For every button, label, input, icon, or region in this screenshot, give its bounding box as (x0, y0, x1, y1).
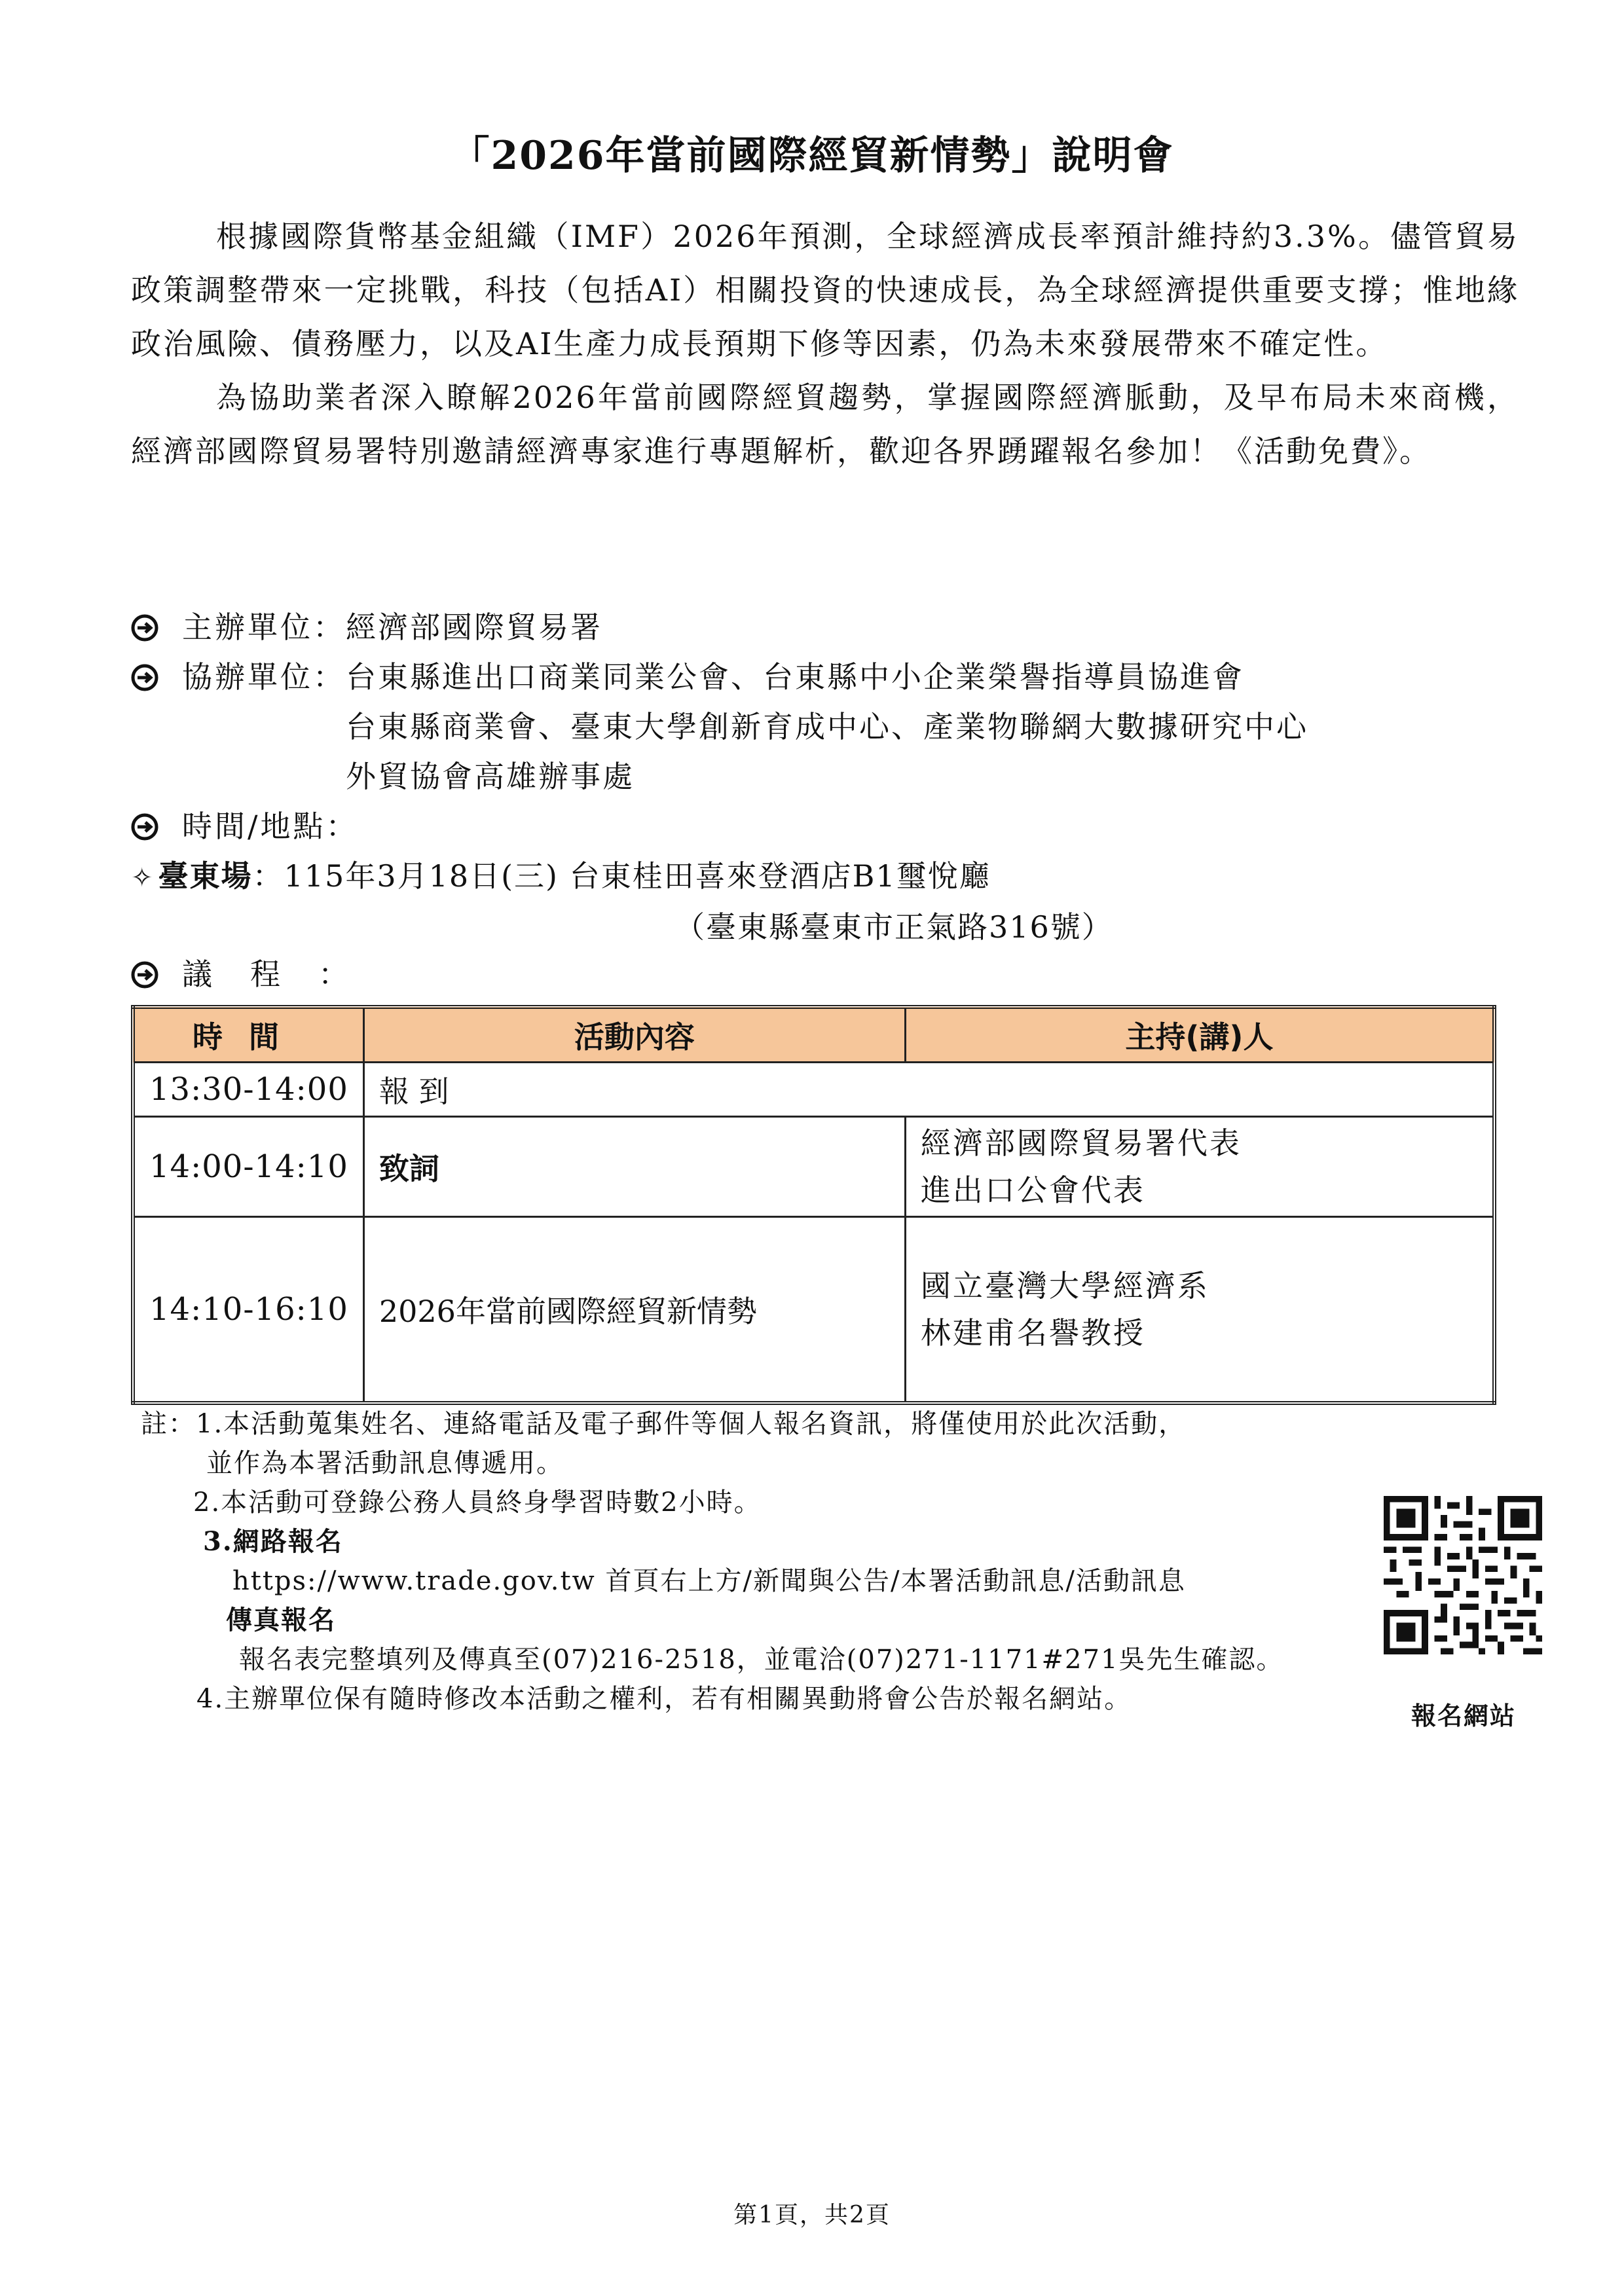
agenda-host-line: 經濟部國際貿易署代表 (920, 1125, 1242, 1161)
fax-signup-detail: 報名表完整填列及傳真至(07)216-2518，並電洽(07)271-1171#271吳先生確認。 (239, 1645, 1284, 1675)
page-number-footer: 第1頁，共2頁 (733, 2202, 891, 2229)
notes-prefix: 註： (141, 1409, 196, 1439)
time-place-row (131, 801, 1519, 851)
note-1 (141, 1404, 1385, 1444)
notes-section (141, 1404, 1385, 1719)
agenda-header-time: 時間 (133, 1007, 363, 1063)
co-organizer-line-3: 外貿協會高雄辦事處 (346, 759, 635, 794)
venue-detail: ：115年3月18日(三) 台東桂田喜來登酒店B1璽悅廳 (252, 858, 991, 894)
note-1-text: 1.本活動蒐集姓名、連絡電話及電子郵件等個人報名資訊，將僅使用於此次活動， (196, 1409, 1187, 1439)
co-organizer-list (346, 652, 1308, 801)
venue-name: 臺東場 (158, 858, 253, 894)
agenda-host (905, 1217, 1494, 1404)
intro-section (131, 210, 1519, 478)
agenda-activity: 2026年當前國際經貿新情勢 (363, 1217, 905, 1404)
venue-line (131, 851, 991, 903)
arrow-bullet-icon (131, 813, 158, 841)
venue-address: （臺東縣臺東市正氣路316號） (674, 909, 1113, 945)
qr-code-label: 報名網站 (1411, 1701, 1516, 1730)
agenda-activity: 報 到 (363, 1063, 1494, 1117)
agenda-header-host: 主持(講)人 (905, 1007, 1494, 1063)
co-organizer-line-1: 台東縣進出口商業同業公會、台東縣中小企業榮譽指導員協進會 (346, 659, 1244, 695)
online-signup-link[interactable]: https://www.trade.gov.tw 首頁右上方/新聞與公告/本署活動訊息/活動訊息 (232, 1566, 1186, 1596)
note-4: 4.主辦單位保有隨時修改本活動之權利，若有相關異動將會公告於報名網站。 (196, 1684, 1132, 1714)
co-organizer-line-2: 台東縣商業會、臺東大學創新育成中心、產業物聯網大數據研究中心 (346, 709, 1308, 744)
note-3: 3.網路報名 (203, 1526, 343, 1557)
time-place-label: 時間/地點： (182, 809, 359, 844)
agenda-host-line: 林建甫名譽教授 (920, 1315, 1145, 1351)
agenda-activity: 致詞 (363, 1117, 905, 1217)
agenda-label: 議程： (182, 957, 386, 992)
agenda-row (133, 1217, 1494, 1404)
note-1-continued: 並作為本署活動訊息傳遞用。 (206, 1448, 564, 1478)
agenda-heading (131, 949, 386, 999)
qr-code-icon[interactable] (1384, 1496, 1542, 1654)
agenda-host-line: 國立臺灣大學經濟系 (920, 1268, 1209, 1303)
organizer-value: 經濟部國際貿易署 (346, 610, 602, 645)
agenda-row (133, 1063, 1494, 1117)
star-bullet-icon: ✧ (131, 863, 155, 893)
agenda-row (133, 1117, 1494, 1217)
intro-paragraph-2: 為協助業者深入瞭解2026年當前國際經貿趨勢，掌握國際經濟脈動，及早布局未來商機，經濟部國際貿易署特別邀請經濟專家進行專題解析，歡迎各界踴躍報名參加！《活動免費》。 (131, 380, 1519, 469)
co-organizer-row (131, 652, 1519, 801)
agenda-time: 14:00-14:10 (133, 1117, 363, 1217)
note-2: 2.本活動可登錄公務人員終身學習時數2小時。 (193, 1487, 762, 1518)
agenda-header-row (133, 1007, 1494, 1063)
organizer-row (131, 602, 1519, 652)
agenda-header-activity: 活動內容 (363, 1007, 905, 1063)
document-title: 「2026年當前國際經貿新情勢」說明會 (450, 133, 1174, 179)
organizer-label: 主辦單位： (182, 610, 346, 645)
agenda-host (905, 1117, 1494, 1217)
fax-signup-title: 傳真報名 (226, 1605, 336, 1635)
event-info (131, 602, 1519, 851)
agenda-host-line: 進出口公會代表 (920, 1173, 1145, 1208)
arrow-bullet-icon (131, 961, 158, 989)
agenda-table (131, 1005, 1496, 1405)
intro-paragraph-1: 根據國際貨幣基金組織（IMF）2026年預測，全球經濟成長率預計維持約3.3%。儘管貿易政策調整帶來一定挑戰，科技（包括AI）相關投資的快速成長，為全球經濟提供重要支撐；惟地緣政治風險、債務壓力，以及AI生產力成長預期下修等因素，仍為未來發展帶來不確定性。 (131, 219, 1519, 361)
arrow-bullet-icon (131, 664, 158, 691)
arrow-bullet-icon (131, 614, 158, 642)
agenda-time: 13:30-14:00 (133, 1063, 363, 1117)
agenda-time: 14:10-16:10 (133, 1217, 363, 1404)
co-organizer-label: 協辦單位： (182, 659, 346, 695)
